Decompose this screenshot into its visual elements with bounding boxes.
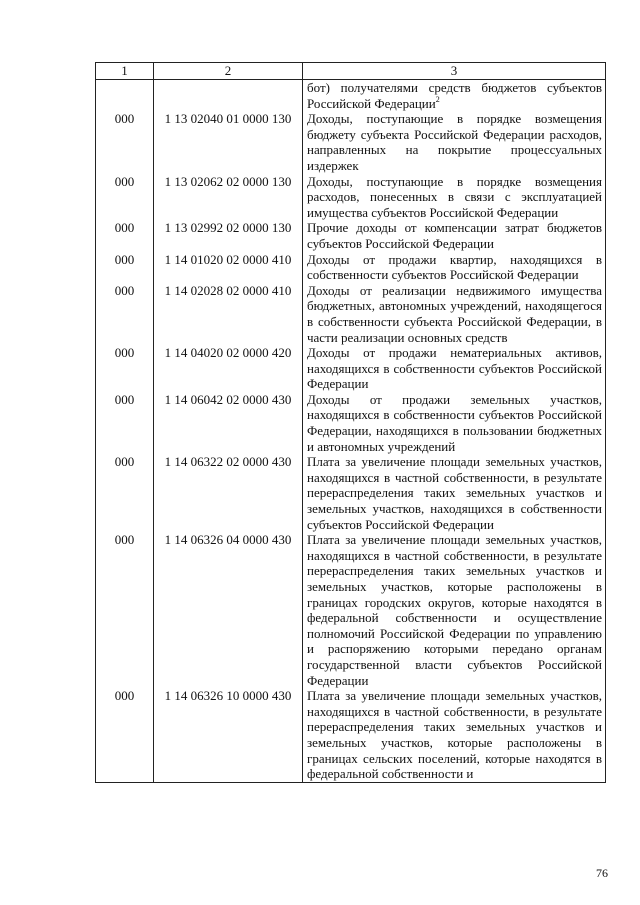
admin-code-text: 000	[114, 220, 135, 236]
cell-income-name	[303, 111, 606, 173]
budget-code-text: 1 14 06326 10 0000 430	[164, 688, 292, 704]
cell-income-name	[303, 392, 606, 454]
cell-income-name	[303, 532, 606, 688]
cell-admin-code	[96, 283, 154, 345]
budget-code-text: 1 14 01020 02 0000 410	[164, 251, 292, 267]
table-row	[96, 111, 606, 173]
cell-budget-code	[154, 345, 303, 392]
budget-code-text: 1 13 02062 02 0000 130	[164, 173, 292, 189]
cell-budget-code	[154, 392, 303, 454]
table-row	[96, 532, 606, 688]
income-name-text: Доходы, поступающие в порядке возмещения бюджету субъекта Российской Федерации расходов, направленных на покрытие процессуальных издержек	[307, 111, 602, 173]
table-body	[96, 80, 606, 783]
page-number: 76	[596, 866, 608, 880]
cell-admin-empty	[96, 80, 154, 112]
income-name-text: Доходы от реализации недвижимого имущества бюджетных, автономных учреждений, находящегося в собственности субъекта Российской Федерации, в части реализации основных средств	[307, 282, 602, 345]
income-name-text: Доходы от продажи квартир, находящихся в собственности субъектов Российской Федерации	[307, 251, 602, 283]
admin-code-text: 000	[114, 391, 135, 407]
admin-code-text: 000	[114, 345, 135, 361]
continued-text: бот) получателями средств бюджетов субъектов Российской Федерации	[307, 80, 602, 111]
budget-code-text: 1 14 04020 02 0000 420	[164, 345, 292, 361]
budget-code-text: 1 13 02992 02 0000 130	[164, 220, 292, 236]
income-name-text: Плата за увеличение площади земельных участков, находящихся в частной собственности, в результате перераспределения таких земельных участков и земельных участков, находящихся в собственности субъектов Российской Федерации	[307, 454, 602, 532]
cell-income-name	[303, 252, 606, 283]
footnote-ref: 2	[435, 94, 440, 104]
cell-admin-code	[96, 174, 154, 221]
cell-income-name	[303, 454, 606, 532]
cell-admin-code	[96, 252, 154, 283]
admin-code-text: 000	[114, 111, 135, 127]
cell-income-name	[303, 220, 606, 251]
cell-budget-code	[154, 252, 303, 283]
cell-income-name	[303, 345, 606, 392]
admin-code-text: 000	[114, 454, 135, 470]
table-row	[96, 688, 606, 782]
income-name-text: Плата за увеличение площади земельных участков, находящихся в частной собственности, в результате перераспределения таких земельных участков и земельных участков, которые расположены в границах городских округов, которые находятся в федеральной собственности и осуществление полномочий Российской Федерации по управлению и распоряжению которыми передано органам государственной власти субъектов Российской Федерации	[307, 532, 602, 688]
table-row	[96, 174, 606, 221]
cell-income-name	[303, 283, 606, 345]
budget-code-text: 1 13 02040 01 0000 130	[164, 111, 292, 127]
income-name-text: Доходы от продажи земельных участков, находящихся в собственности субъектов Российской Федерации, находящихся в пользовании бюджетных и автономных учреждений	[307, 391, 602, 454]
table-row	[96, 252, 606, 283]
cell-budget-code	[154, 111, 303, 173]
table-row	[96, 345, 606, 392]
admin-code-text: 000	[114, 173, 135, 189]
cell-budget-code	[154, 688, 303, 782]
budget-code-text: 1 14 06326 04 0000 430	[164, 532, 292, 548]
cell-admin-code	[96, 392, 154, 454]
cell-admin-code	[96, 220, 154, 251]
cell-income-name	[303, 174, 606, 221]
cell-budget-code	[154, 454, 303, 532]
cell-budget-code	[154, 174, 303, 221]
admin-code-text: 000	[114, 532, 135, 548]
table-row-continued	[96, 80, 606, 112]
admin-code-text: 000	[114, 688, 135, 704]
admin-code-text: 000	[114, 251, 135, 267]
table-row	[96, 220, 606, 251]
header-col-2: 2	[154, 63, 303, 80]
cell-name-continued	[303, 80, 606, 112]
table-row	[96, 454, 606, 532]
cell-budget-code	[154, 283, 303, 345]
budget-code-text: 1 14 06042 02 0000 430	[164, 391, 292, 407]
table-row	[96, 392, 606, 454]
table-row	[96, 283, 606, 345]
cell-admin-code	[96, 111, 154, 173]
cell-admin-code	[96, 688, 154, 782]
budget-codes-table	[95, 62, 606, 783]
budget-code-text: 1 14 06322 02 0000 430	[164, 454, 292, 470]
header-col-3: 3	[303, 63, 606, 80]
income-name-text: Прочие доходы от компенсации затрат бюджетов субъектов Российской Федерации	[307, 220, 602, 251]
cell-budget-code	[154, 532, 303, 688]
admin-code-text: 000	[114, 282, 135, 298]
income-name-text: Плата за увеличение площади земельных участков, находящихся в частной собственности, в результате перераспределения таких земельных участков и земельных участков, которые расположены в границах сельских поселений, которые находятся в федеральной собственности и	[307, 688, 602, 782]
budget-code-text: 1 14 02028 02 0000 410	[164, 282, 292, 298]
cell-code-empty	[154, 80, 303, 112]
income-name-text: Доходы, поступающие в порядке возмещения расходов, понесенных в связи с эксплуатацией имущества субъектов Российской Федерации	[307, 173, 602, 220]
cell-admin-code	[96, 345, 154, 392]
cell-income-name	[303, 688, 606, 782]
cell-budget-code	[154, 220, 303, 251]
header-col-1: 1	[96, 63, 154, 80]
income-name-text: Доходы от продажи нематериальных активов, находящихся в собственности субъектов Российской Федерации	[307, 345, 602, 392]
cell-admin-code	[96, 454, 154, 532]
table-header-row	[96, 63, 606, 80]
cell-admin-code	[96, 532, 154, 688]
